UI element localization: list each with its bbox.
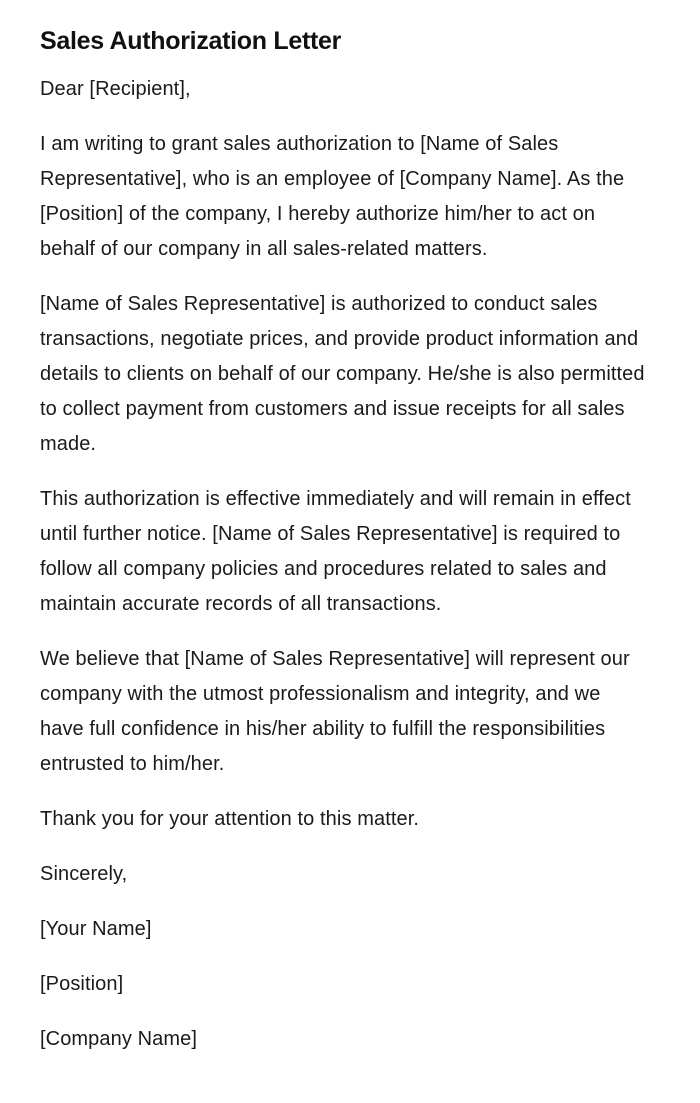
signature-company: [Company Name] [40,1028,198,1050]
signature-position: [Position] [40,973,124,995]
salutation: Dear [Recipient], [40,78,191,100]
letter-document [40,24,645,1077]
body-paragraph-5: Thank you for your attention to this matter. [40,808,420,830]
letter-title: Sales Authorization Letter [40,27,342,55]
closing: Sincerely, [40,863,128,885]
body-paragraph-4: We believe that [Name of Sales Representative] will represent our company with the utmost professionalism and integrity, and we have full confidence in his/her ability to fulfill the responsibilities entrusted to him/her. [40,648,630,775]
signature-name: [Your Name] [40,918,152,940]
body-paragraph-2: [Name of Sales Representative] is authorized to conduct sales transactions, negotiate prices, and provide product information and details to clients on behalf of our company. He/she is also permitted to collect payment from customers and issue receipts for all sales made. [40,293,645,455]
body-paragraph-3: This authorization is effective immediately and will remain in effect until further notice. [Name of Sales Representative] is required to follow all company policies and procedures related to sales and maintain accurate records of all transactions. [40,488,631,615]
body-paragraph-1: I am writing to grant sales authorization to [Name of Sales Representative], who is an employee of [Company Name]. As the [Position] of the company, I hereby authorize him/her to act on behalf of our company in all sales-related matters. [40,133,625,260]
